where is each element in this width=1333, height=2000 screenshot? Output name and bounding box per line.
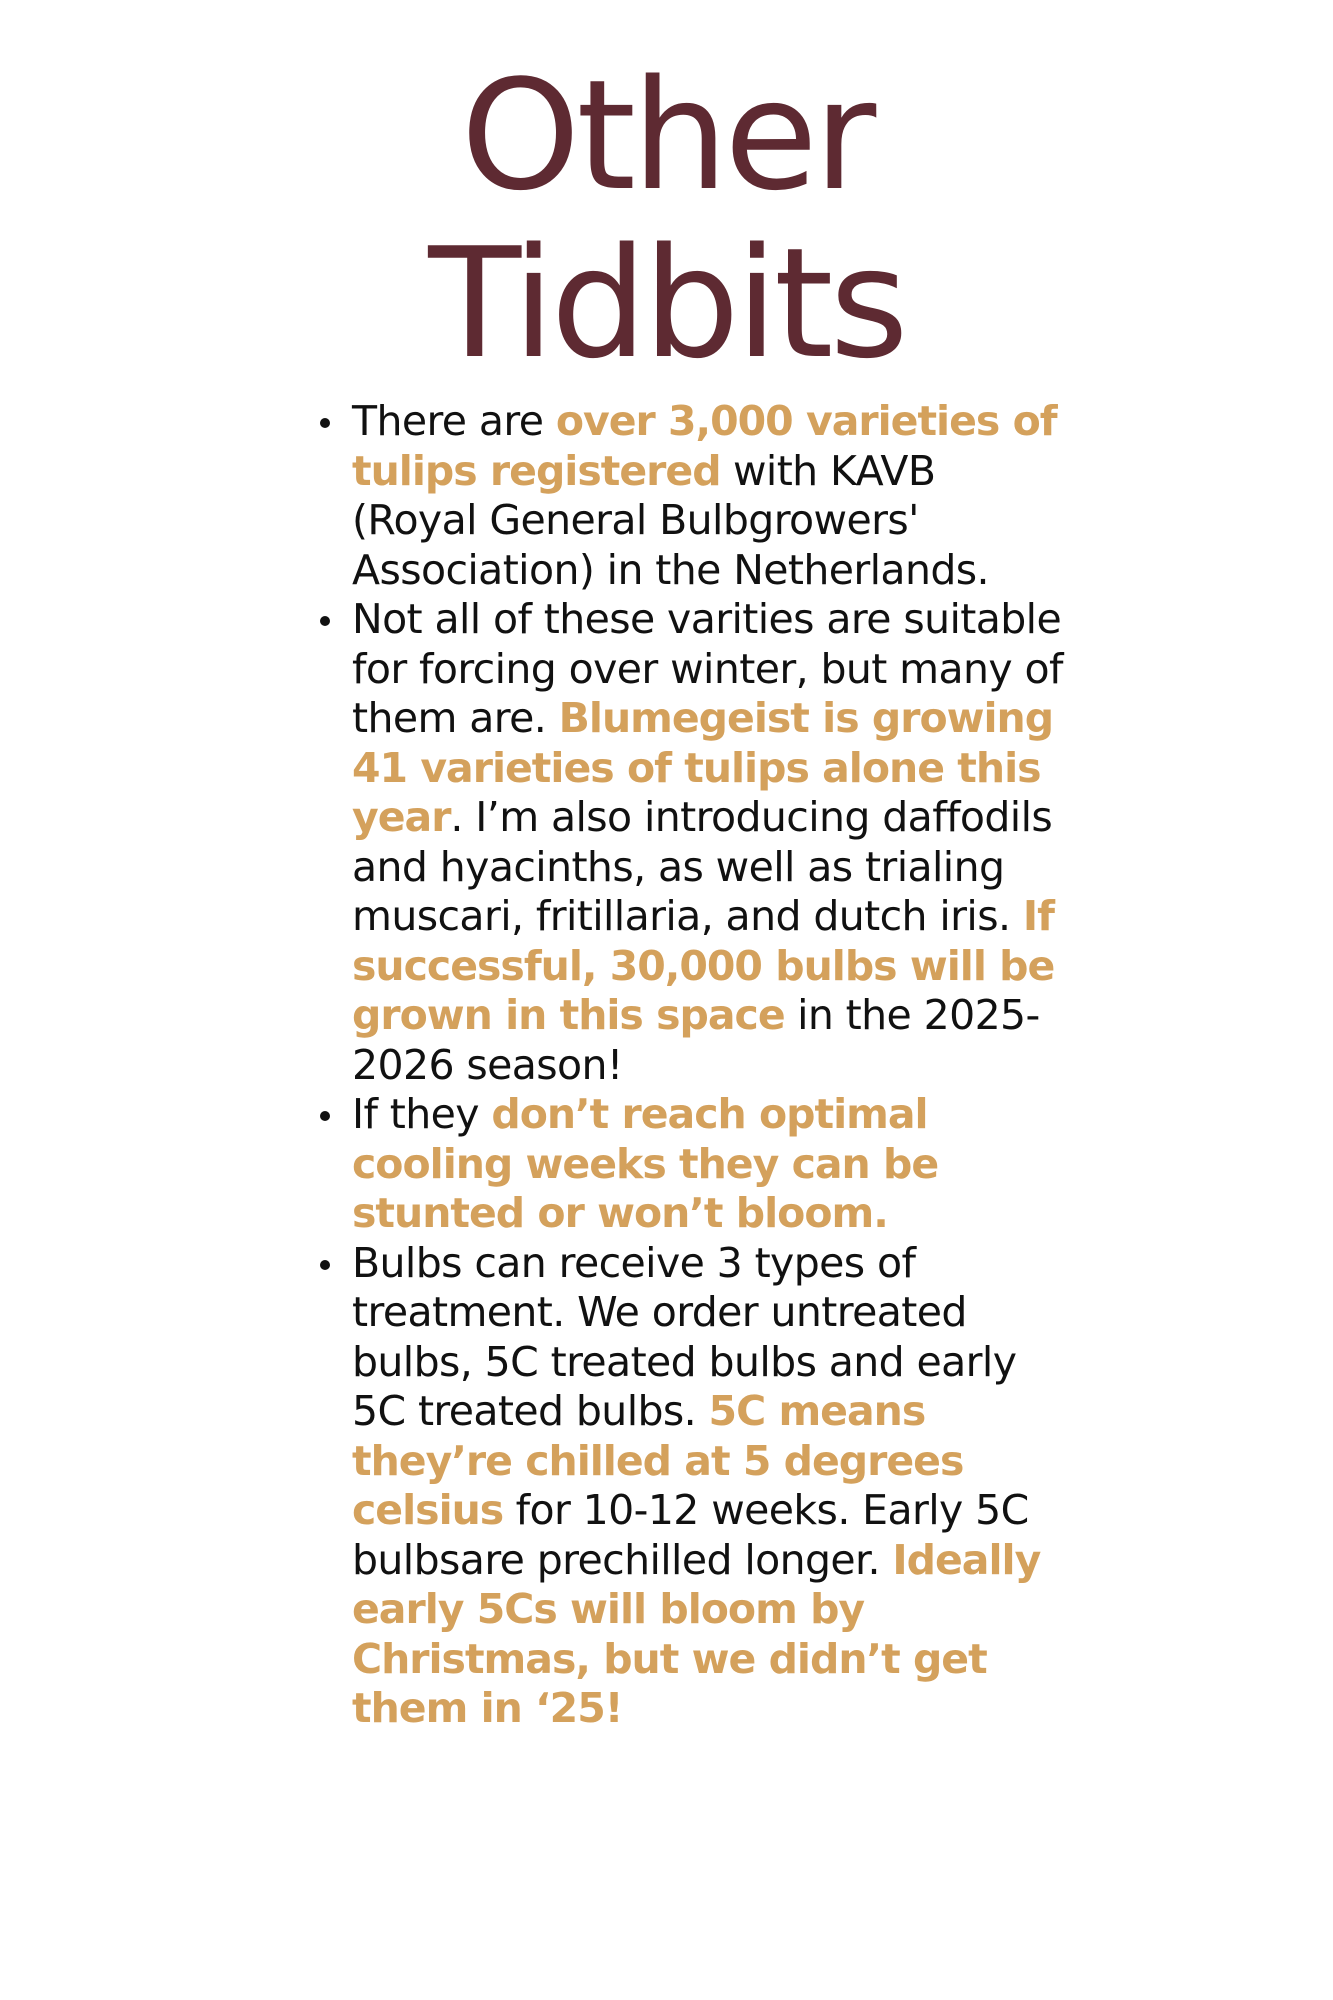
item-text (352, 595, 1063, 1089)
page-title-line-1: Other (460, 47, 873, 224)
text-segment: Not all of these varities are suitable for forcing over winter, but many of them are. (352, 595, 1063, 742)
item-text (352, 1239, 1040, 1733)
list-item (352, 397, 1072, 595)
text-segment: . I’m also introducing daffodils and hyacinths, as well as trialing muscari, fritillaria, and dutch iris. (352, 793, 1053, 940)
highlight-text: Blumegeist is growing 41 varieties of tulips alone this year (352, 694, 1054, 841)
bullet-icon (320, 616, 330, 626)
text-segment: There are (352, 397, 556, 445)
text-segment: If they (352, 1090, 492, 1138)
list-item (352, 1239, 1072, 1734)
page-title-line-2: Tidbits (428, 215, 905, 392)
bullet-icon (320, 1260, 330, 1270)
item-text (352, 1090, 938, 1237)
text-segment: with KAVB (Royal General Bulbgrowers' Association) in the Netherlands. (352, 446, 989, 594)
tidbits-list (352, 397, 1072, 1734)
text-segment: in the 2025-2026 season! (352, 991, 1040, 1089)
list-item (352, 595, 1072, 1090)
text-segment: Bulbs can receive 3 types of treatment. We order untreated bulbs, 5C treated bulbs and early 5C treated bulbs. (352, 1238, 1017, 1435)
highlight-text: 5C means they’re chilled at 5 degrees celsius (352, 1387, 964, 1534)
text-segment: for 10-12 weeks. Early 5C bulbsare prechilled longer. (352, 1486, 1029, 1584)
bullet-icon (320, 1111, 330, 1121)
highlight-text: Ideally early 5Cs will bloom by Christmas, but we didn’t get them in ‘25! (352, 1535, 1041, 1732)
bullet-icon (320, 418, 330, 428)
highlight-text: If successful, 30,000 bulbs will be grown in this space (352, 892, 1055, 1039)
highlight-text: don’t reach optimal cooling weeks they can be stunted or won’t bloom. (352, 1090, 939, 1237)
item-text (352, 397, 1057, 594)
highlight-text: over 3,000 varieties of tulips registered (352, 397, 1057, 495)
list-item (352, 1090, 1072, 1239)
page-title (0, 47, 1333, 392)
